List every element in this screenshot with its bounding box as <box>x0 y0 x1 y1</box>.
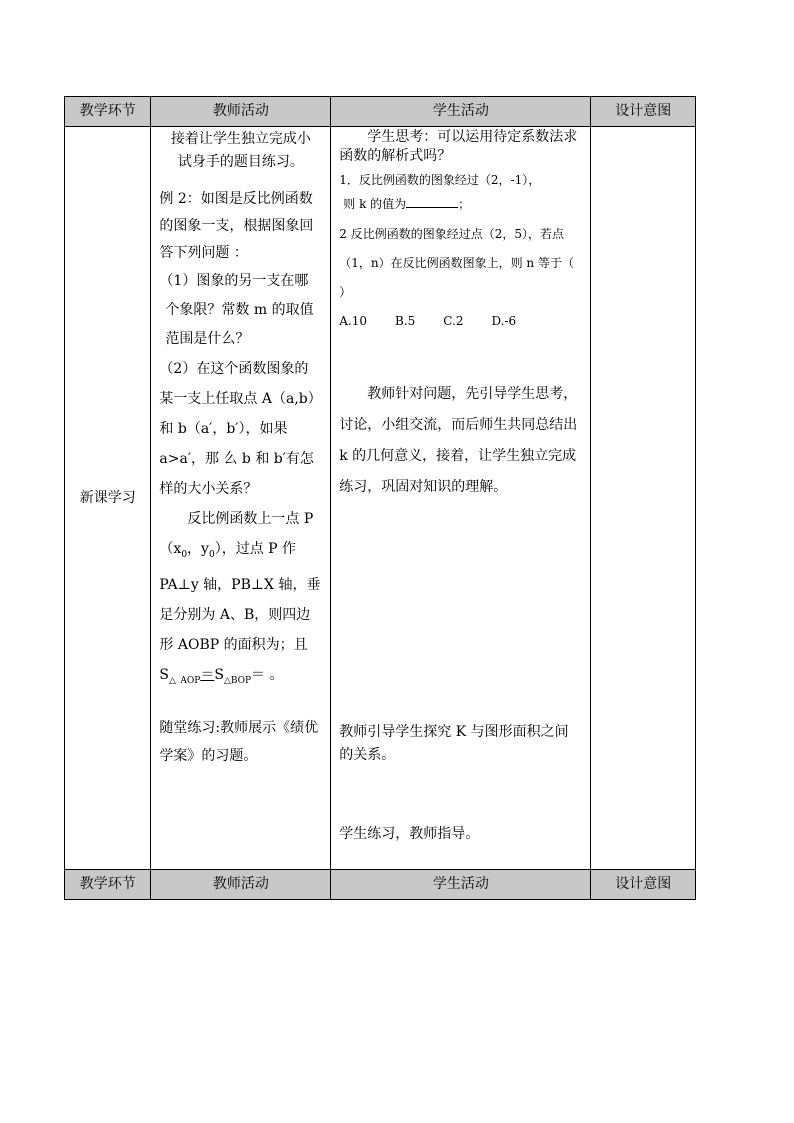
area-text-a: 反比例函数上一点 P（x <box>159 511 314 557</box>
teacher-practice: 随堂练习:教师展示《绩优学案》的习题。 <box>159 719 319 764</box>
table-row <box>65 127 696 870</box>
s-symbol: S <box>214 666 224 683</box>
explore-relation: 教师引导学生探究 K 与图形面积之间的关系。 <box>339 724 569 763</box>
exercise-1-end: ； <box>458 197 471 211</box>
example-2-text: 例 2：如图是反比例函数的图象一支，根据图象回答下列问题 ： <box>159 191 314 261</box>
table-footer-header-row <box>65 870 696 900</box>
exercise-2-options <box>339 307 582 335</box>
exercise-2: 2 反比例函数的图象经过点（2，5），若点（1，n）在反比例函数图象上，则 n 等于（ ） <box>339 227 574 299</box>
question-1: （1）图象的另一支在哪个象限？常数 m 的取值范围是什么？ <box>159 273 314 347</box>
student-activity-cell <box>331 127 591 870</box>
teacher-guidance: 教师针对问题，先引导学生思考，讨论，小组交流，而后师生共同总结出 k 的几何意义，接着，让学生独立完成练习，巩固对知识的理解。 <box>339 386 578 495</box>
question-2: （2）在这个函数图象的某一支上任取点 A（a,b）和 b（a′，b′），如果 a>a′，那 么 b 和 b′有怎样的大小关系？ <box>159 361 322 497</box>
header-teacher-activity: 教师活动 <box>151 97 331 127</box>
subscript-x0: 0 <box>181 549 188 560</box>
subscript-y0: 0 <box>208 549 215 560</box>
exercise-1-text: 1．反比例函数的图象经过（2，-1）， <box>339 173 541 187</box>
teacher-intro: 接着让学生独立完成小试身手的题目练习。 <box>170 131 311 170</box>
subscript-aop: AOP <box>180 675 201 686</box>
teacher-activity-cell <box>151 127 331 870</box>
option-b: B.5 <box>395 314 416 328</box>
stage-cell: 新课学习 <box>65 127 151 870</box>
footer-header-design-intent: 设计意图 <box>591 870 696 900</box>
design-intent-cell <box>591 127 696 870</box>
footer-header-stage: 教学环节 <box>65 870 151 900</box>
student-practice: 学生练习，教师指导。 <box>339 826 480 842</box>
subscript-bop: △BOP <box>223 675 252 686</box>
option-d: D.-6 <box>491 314 517 328</box>
equals-1: ＝ <box>200 666 215 683</box>
option-a: A.10 <box>339 314 367 328</box>
area-text-b: ，y <box>187 541 209 557</box>
subscript-triangle: △ <box>169 675 176 686</box>
footer-header-student-activity: 学生活动 <box>331 870 591 900</box>
equals-2: ＝ 。 <box>251 666 284 683</box>
header-student-activity: 学生活动 <box>331 97 591 127</box>
area-problem <box>159 504 322 696</box>
table-header-row <box>65 97 696 127</box>
header-design-intent: 设计意图 <box>591 97 696 127</box>
area-text-c: ），过点 P 作 PA⊥y 轴，PB⊥X 轴，垂足分别为 A、B，则四边形 AOBP 的面积为；且 S <box>159 541 321 683</box>
answer-blank <box>406 193 458 208</box>
header-stage: 教学环节 <box>65 97 151 127</box>
exercise-1-prompt: 则 k 的值为 <box>343 197 407 211</box>
footer-header-teacher-activity: 教师活动 <box>151 870 331 900</box>
student-think: 学生思考：可以运用待定系数法求函数的解析式吗？ <box>339 129 578 164</box>
lesson-plan-table <box>64 96 696 900</box>
option-c: C.2 <box>443 314 464 328</box>
exercise-1 <box>339 168 582 216</box>
